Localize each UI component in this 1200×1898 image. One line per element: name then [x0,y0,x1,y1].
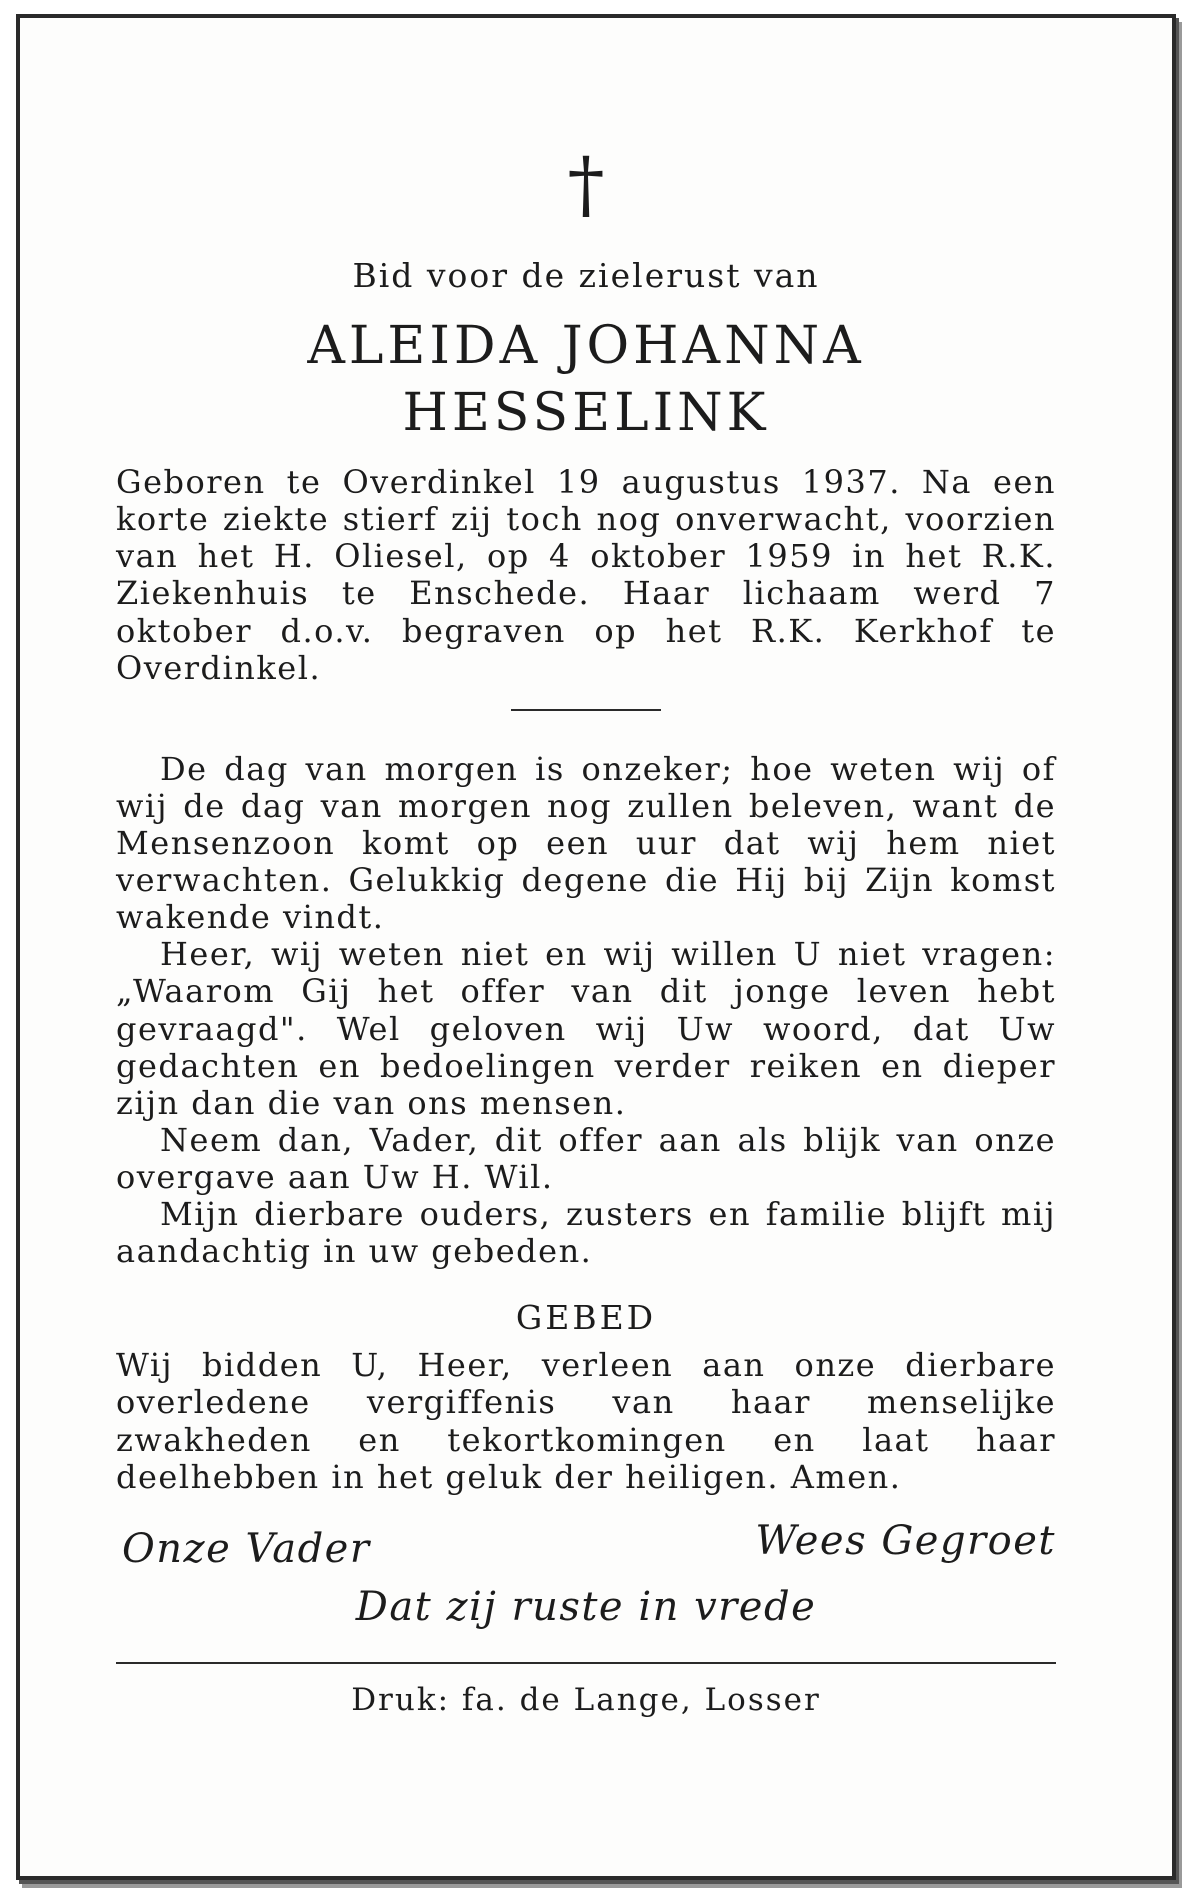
closing-hail-mary: Wees Gegroet [755,1517,1056,1564]
prayer-heading: GEBED [515,1298,657,1338]
intro-line: Bid voor de zielerust van [352,256,820,295]
biography-paragraph: Geboren te Overdinkel 19 augustus 1937. Na een korte ziekte stierf zij toch nog onverwacht, voorzien van het H. Oliesel, op 4 oktober 1959 in het R.K. Ziekenhuis te Enschede. Haar lichaam werd 7 oktober d.o.v. begraven op het R.K. Kerkhof te Overdinkel. [116,463,1056,687]
deceased-name [116,313,1056,446]
closing-our-father: Onze Vader [122,1525,371,1572]
name-first-line: ALEIDA JOHANNA [307,316,865,376]
printer-credit: Druk: fa. de Lange, Losser [351,1681,821,1718]
card-content [116,142,1056,1718]
cross-icon: † [567,142,605,228]
closing-rest-in-peace: Dat zij ruste in vrede [355,1583,817,1630]
short-divider [511,709,661,711]
closing-prayers [116,1518,1056,1638]
memorial-card [16,14,1176,1880]
meditation-paragraph-1: De dag van morgen is onzeker; hoe weten wij of wij de dag van morgen nog zullen beleven, want de Mensenzoon komt op een uur dat wij hem niet verwachten. Gelukkig degene die Hij bij Zijn komst wakende vindt. [116,749,1056,937]
meditation-paragraph-2: Heer, wij weten niet en wij willen U niet vragen: „Waarom Gij het offer van dit jonge leven hebt gevraagd". Wel geloven wij Uw woord, dat Uw gedachten en bedoelingen verder reiken en dieper zijn dan die van ons mensen. [116,935,1056,1122]
meditation-paragraph-4: Mijn dierbare ouders, zusters en familie blijft mij aandachtig in uw gebeden. [116,1195,1056,1271]
prayer-paragraph: Wij bidden U, Heer, verleen aan onze dierbare overledene vergiffenis van haar menselijke zwakheden en tekortkomingen en laat haar deelhebben in het geluk der heiligen. Amen. [116,1346,1056,1496]
name-surname: HESSELINK [402,382,770,443]
meditation-paragraph-3: Neem dan, Vader, dit offer aan als blijk van onze overgave aan Uw H. Wil. [116,1120,1056,1196]
long-divider [116,1662,1056,1664]
